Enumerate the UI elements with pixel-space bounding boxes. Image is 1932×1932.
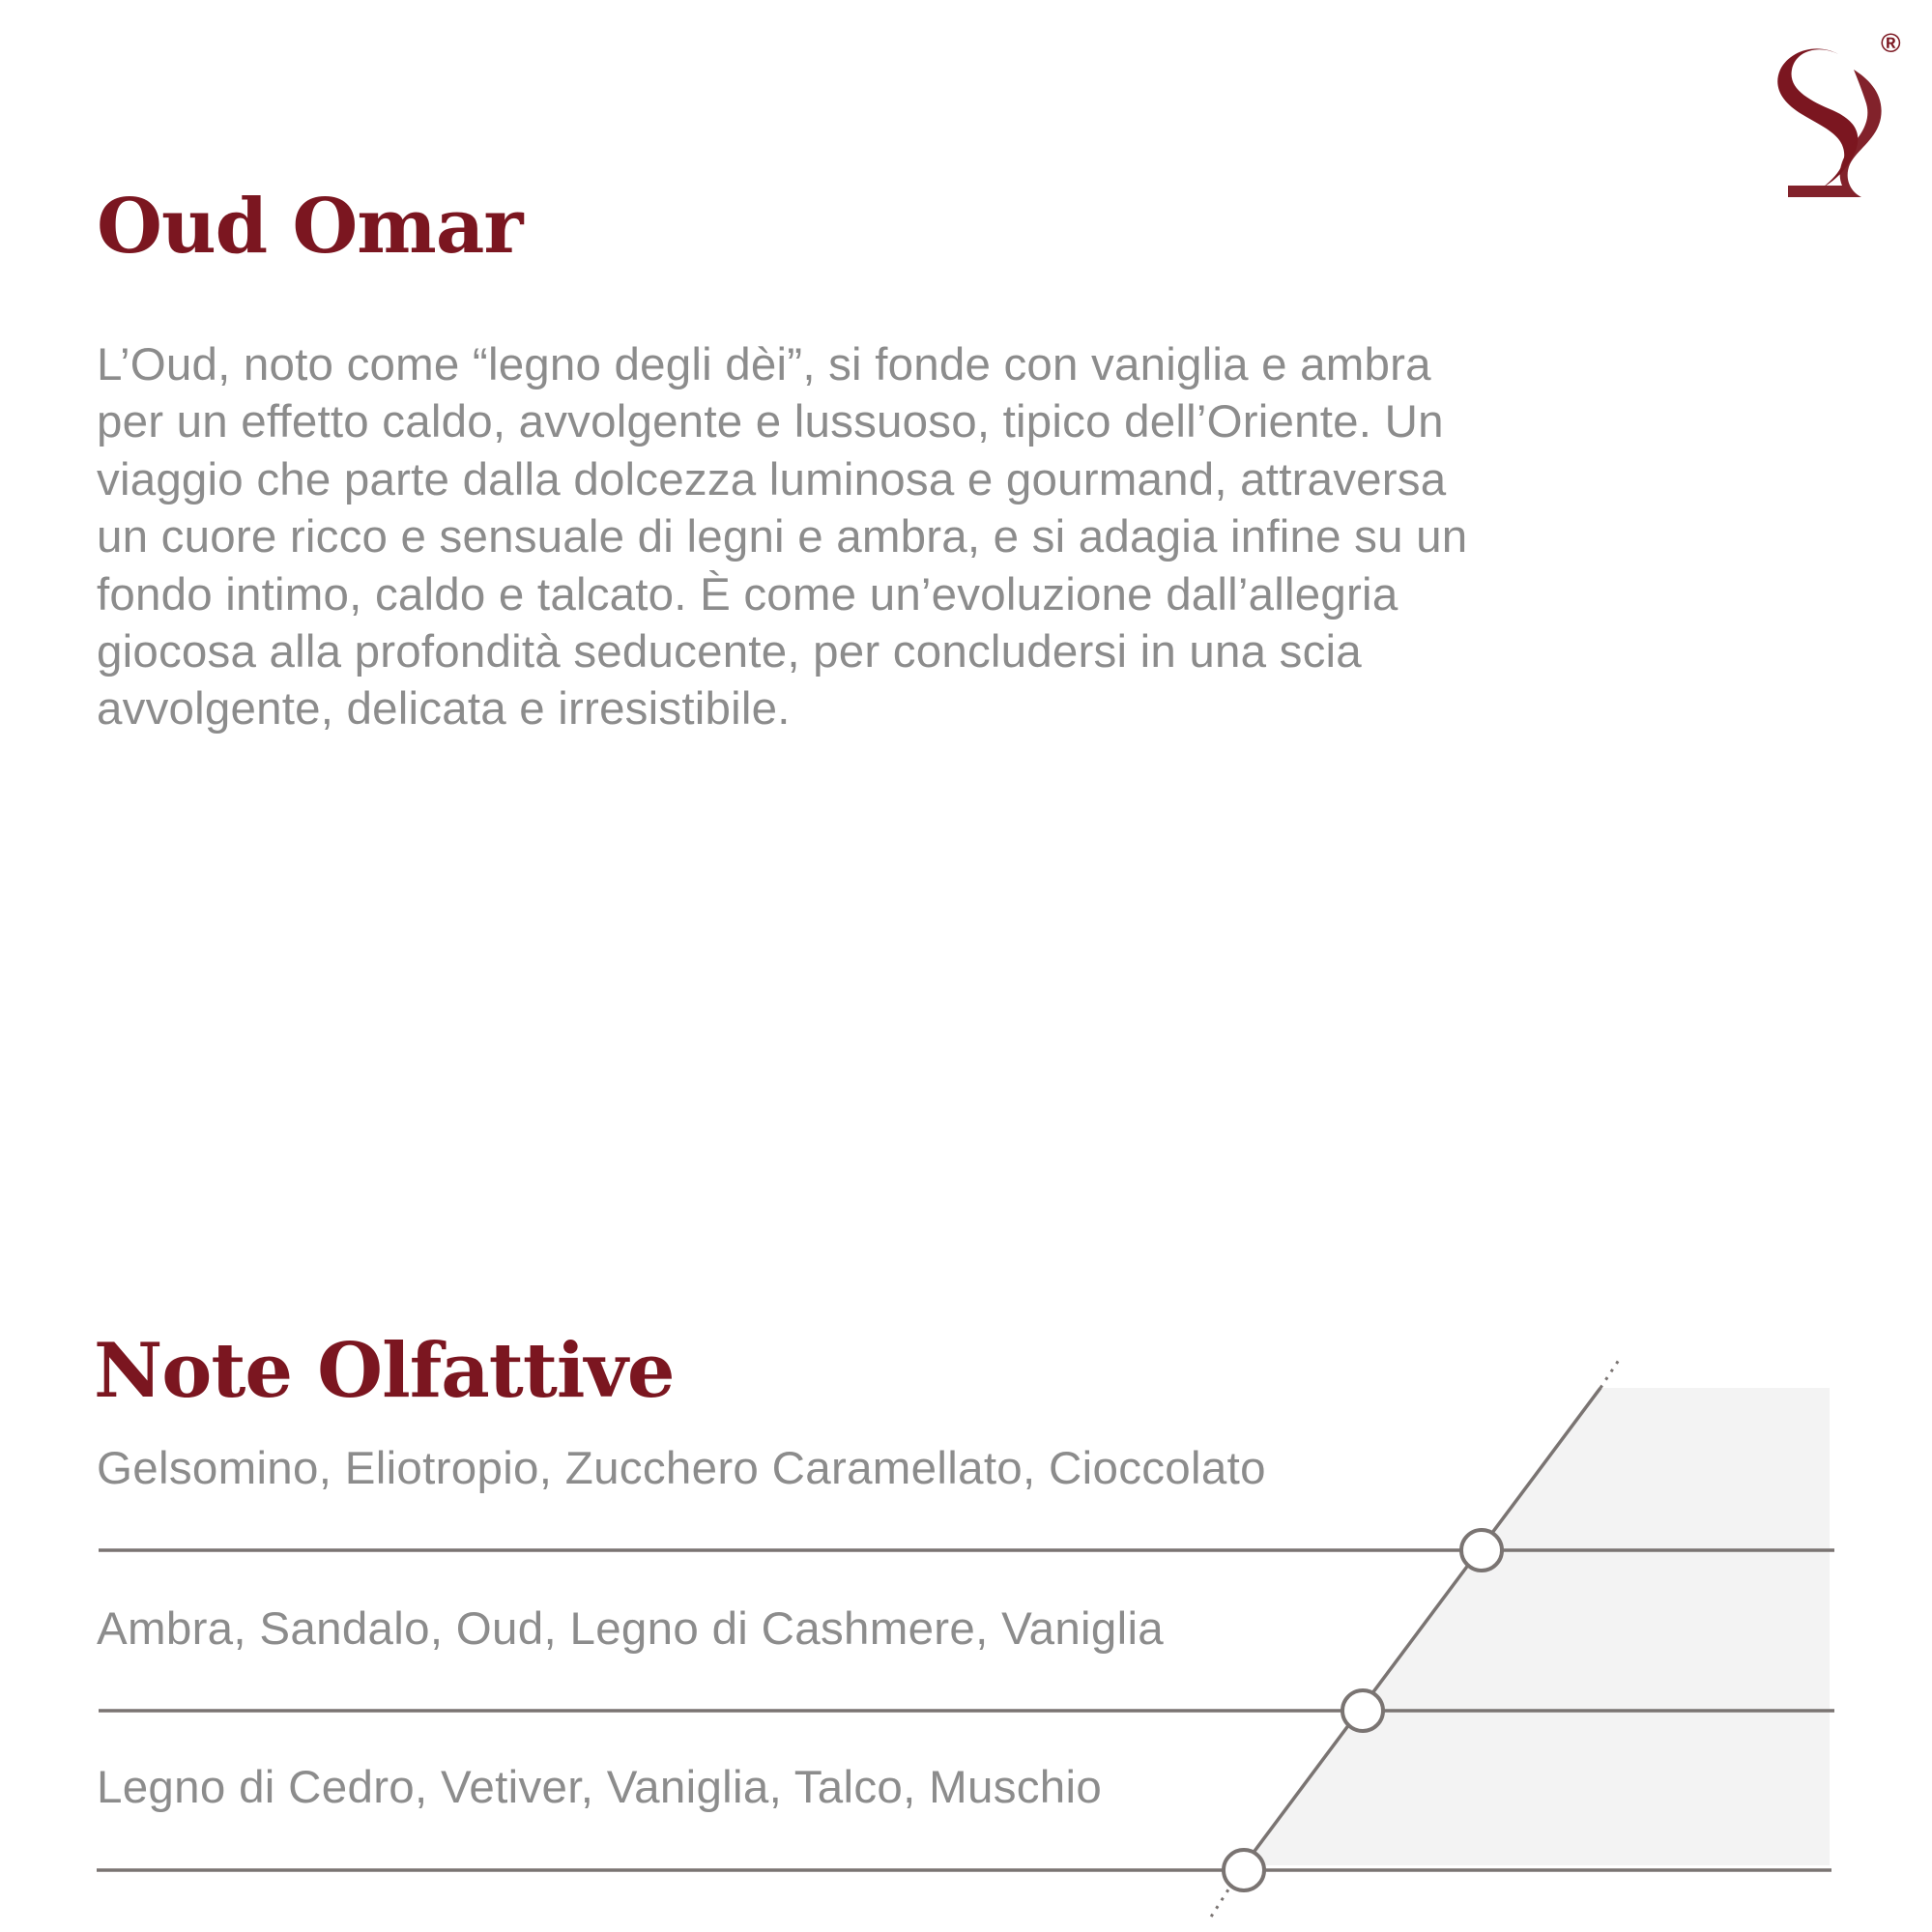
heart-note-marker-icon [1342,1690,1383,1731]
base-note-marker-icon [1224,1850,1264,1890]
base-notes-text: Legno di Cedro, Vetiver, Vaniglia, Talco, Muschio [97,1762,1103,1813]
pyramid-diagonal-dotted-top [1600,1357,1621,1388]
product-description: L’Oud, noto come “legno degli dèi”, si fonde con vaniglia e ambra per un effetto caldo, avvolgente e lussuoso, tipico dell’Oriente. Un viaggio che parte dalla dolcezza luminosa e gourmand, attraversa un cuore ricco e sensuale di legni e ambra, e si adagia infine su un fondo intimo, caldo e talcato. È come un’evoluzione dall’allegria giocosa alla profondità seducente, per concludersi in una scia avvolgente, delicata e irresistibile. [97,339,1468,735]
heart-notes-text: Ambra, Sandalo, Oud, Legno di Cashmere, Vaniglia [97,1603,1165,1655]
top-note-marker-icon [1461,1530,1502,1571]
registered-mark: ® [1881,28,1901,58]
top-notes-text: Gelsomino, Eliotropio, Zucchero Caramellato, Cioccolato [97,1443,1266,1494]
page-title: Oud Omar [97,183,523,271]
notes-section-title: Note Olfattive [94,1327,675,1415]
